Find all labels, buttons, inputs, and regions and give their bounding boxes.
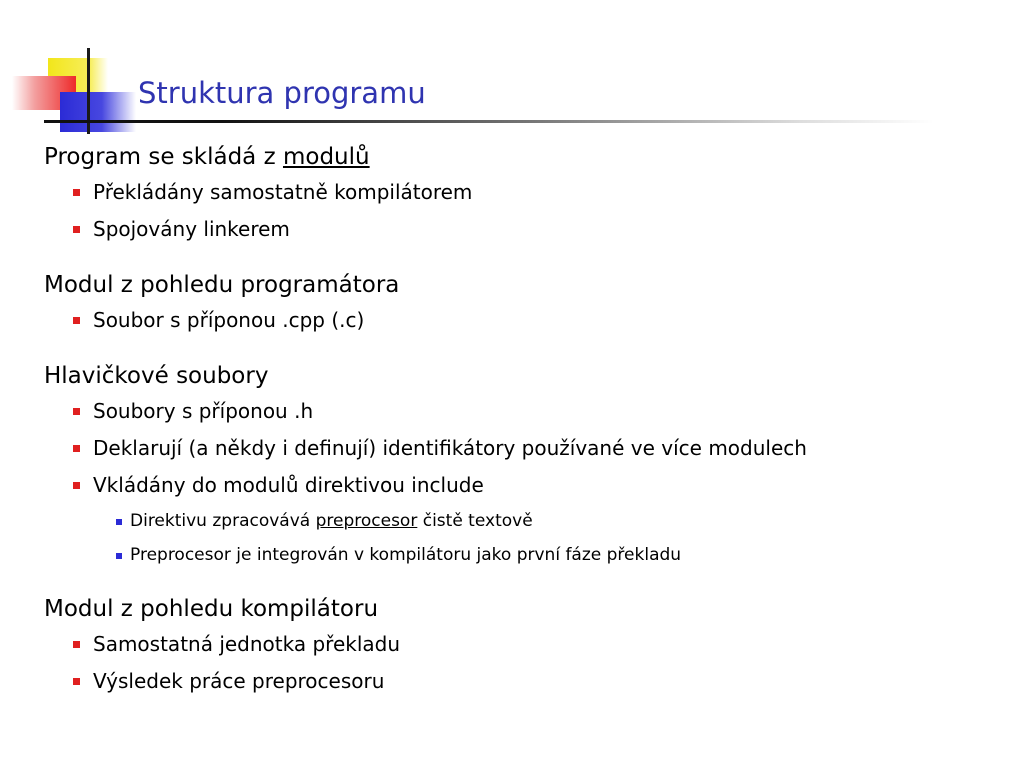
slide-title: Struktura programu — [138, 76, 426, 110]
list-item — [44, 467, 1004, 504]
section-heading-1 — [44, 140, 1004, 174]
sub-list-item — [44, 538, 1004, 572]
list-item — [44, 174, 1004, 211]
bullet-square-icon — [73, 482, 80, 489]
bullet-square-icon — [116, 553, 122, 559]
bullet-square-icon — [73, 641, 80, 648]
logo-blue-block — [60, 92, 136, 132]
bullet-square-icon — [73, 226, 80, 233]
list-item — [44, 302, 1004, 339]
slide-content — [44, 140, 1004, 700]
bullet-square-icon — [73, 408, 80, 415]
bullet-square-icon — [73, 317, 80, 324]
list-item — [44, 393, 1004, 430]
bullet-square-icon — [116, 519, 122, 525]
section-heading-2: Modul z pohledu programátora — [44, 272, 400, 298]
bullet-square-icon — [73, 678, 80, 685]
list-item-text: Deklarují (a někdy i definují) identifikátory používané ve více modulech — [93, 436, 807, 460]
list-item-text: Překládány samostatně kompilátorem — [93, 180, 473, 204]
list-item-text: Vkládány do modulů direktivou include — [93, 473, 484, 497]
list-item-text: Samostatná jednotka překladu — [93, 632, 401, 656]
sub-item-text: čistě textově — [417, 511, 533, 531]
modules-link[interactable]: modulů — [282, 144, 370, 170]
title-underline — [44, 120, 934, 123]
slide-logo — [0, 0, 140, 140]
heading-text: Program se skládá z — [44, 144, 283, 170]
sub-item-text: Preprocesor je integrován v kompilátoru jako první fáze překladu — [130, 545, 682, 565]
bullet-square-icon — [73, 445, 80, 452]
list-item-text: Soubory s příponou .h — [93, 399, 314, 423]
preprocessor-link[interactable]: preprocesor — [315, 511, 418, 531]
list-item — [44, 626, 1004, 663]
bullet-square-icon — [73, 189, 80, 196]
sub-item-text: Direktivu zpracovává — [130, 511, 316, 531]
list-item-text: Soubor s příponou .cpp (.c) — [93, 308, 365, 332]
list-item — [44, 663, 1004, 700]
list-item-text: Výsledek práce preprocesoru — [93, 669, 385, 693]
list-item — [44, 211, 1004, 248]
section-heading-3: Hlavičkové soubory — [44, 363, 269, 389]
list-item — [44, 430, 1004, 467]
sub-list-item — [44, 504, 1004, 538]
section-heading-4: Modul z pohledu kompilátoru — [44, 596, 379, 622]
list-item-text: Spojovány linkerem — [93, 217, 290, 241]
